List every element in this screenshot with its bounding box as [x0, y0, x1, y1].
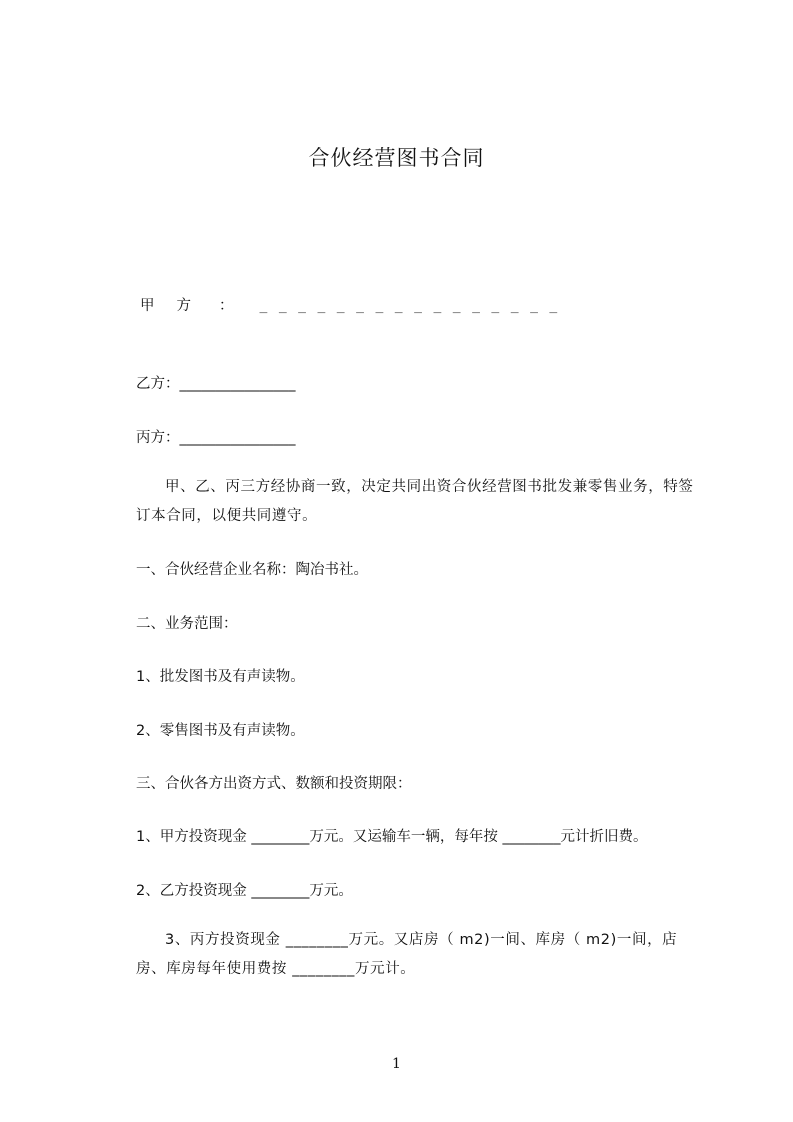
item-2-2: 2、零售图书及有声读物。: [136, 723, 305, 739]
party-a-colon: ：: [219, 298, 234, 314]
item-3-3: 3、丙方投资现金 ________万元。又店房（ m2)一间、库房（ m2)一间，店房、库房每年使用费按 ________万元计。: [136, 932, 678, 977]
section-3: 三、合伙各方出资方式、数额和投资期限：: [136, 776, 412, 792]
item-3-2: 2、乙方投资现金 ________万元。: [136, 883, 353, 899]
party-a-line: [140, 294, 569, 315]
party-b-line: 乙方：________________: [136, 376, 296, 392]
section-2: 二、业务范围：: [136, 616, 238, 632]
party-c-line: 丙方：________________: [136, 430, 296, 446]
intro-paragraph: 甲、乙、丙三方经协商一致，决定共同出资合伙经营图书批发兼零售业务，特签订本合同，以便共同遵守。: [136, 479, 694, 524]
document-title: 合伙经营图书合同: [308, 146, 485, 170]
page-number: 1: [392, 1056, 401, 1072]
item-2-1: 1、批发图书及有声读物。: [136, 669, 305, 685]
section-1: 一、合伙经营企业名称：陶冶书社。: [136, 562, 368, 578]
item-3-1: 1、甲方投资现金 ________万元。又运输车一辆，每年按 ________元计折旧费。: [136, 829, 648, 845]
party-a-label: 甲方: [140, 298, 213, 314]
party-a-blank: ________________: [259, 299, 569, 314]
